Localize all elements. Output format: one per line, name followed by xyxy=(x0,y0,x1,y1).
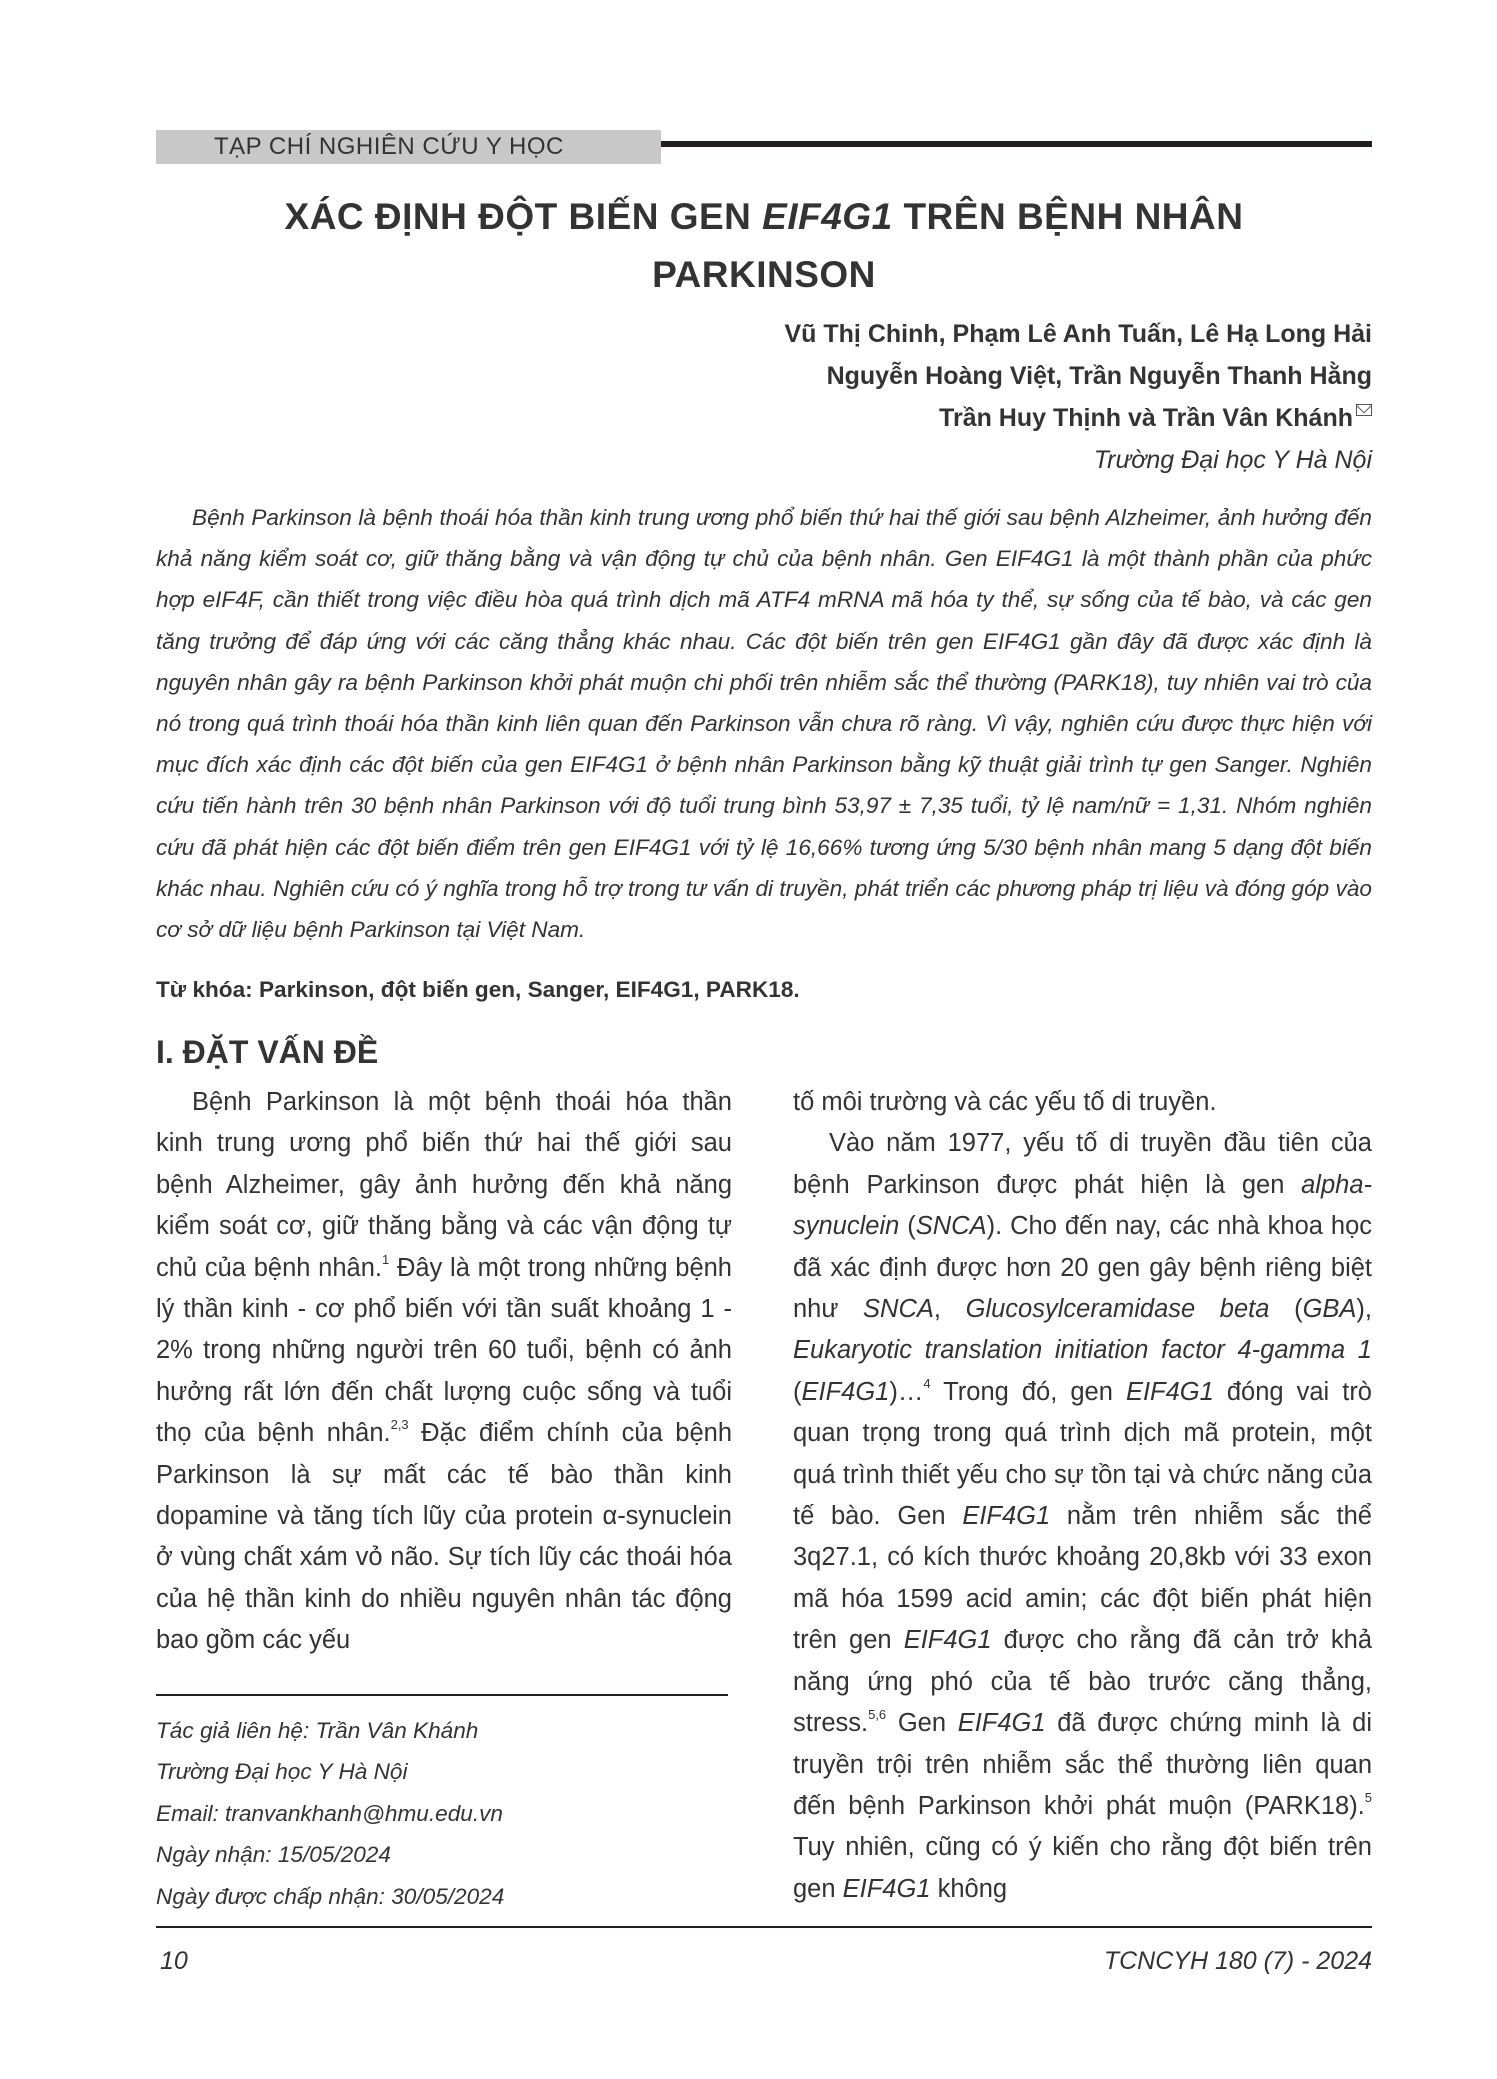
ref-4: 4 xyxy=(923,1375,931,1391)
author-line-3-text: Trần Huy Thịnh và Trần Vân Khánh xyxy=(939,404,1353,432)
rt-n: đã được chứng minh là di truyền trội trên nhiễm sắc thể thường liên quan đến bệnh Parkinson khởi phát muộn (PARK18). xyxy=(793,1709,1372,1820)
left-text-b: Đây là một trong những bệnh lý thần kinh - cơ phổ biến với tần suất khoảng 1 - 2% trong những người trên 60 tuổi, bệnh có ảnh hưởng rất lớn đến chất lượng cuộc sống và tuổi thọ của bệnh nhân. xyxy=(156,1253,732,1448)
rt-eif5: EIF4G1 xyxy=(957,1709,1046,1738)
footnote-accepted: Ngày được chấp nhận: 30/05/2024 xyxy=(156,1883,505,1909)
rt-a: Vào năm 1977, yếu tố di truyền đầu tiên của bệnh Parkinson được phát hiện là gen xyxy=(793,1129,1372,1199)
author-line-2: Nguyễn Hoàng Việt, Trần Nguyễn Thanh Hằng xyxy=(826,362,1372,390)
rt-e: ( xyxy=(1269,1295,1303,1324)
article-title xyxy=(156,188,1372,304)
rt-m: Gen xyxy=(886,1709,958,1738)
footer-rule xyxy=(156,1926,1372,1928)
author-affiliation: Trường Đại học Y Hà Nội xyxy=(1093,446,1372,474)
rt-j: đóng vai trò quan trọng trong quá trình dịch mã protein, một quá trình thiết yếu cho sự tồn tại và chức năng của tế bào. Gen xyxy=(793,1377,1372,1531)
rt-gba: GBA xyxy=(1302,1295,1357,1324)
rt-p: không xyxy=(930,1874,1008,1903)
rt-b: ( xyxy=(899,1212,916,1241)
left-column xyxy=(156,1082,732,1662)
left-text-c: Đặc điểm chính của bệnh Parkinson là sự mất các tế bào thần kinh dopamine và tăng tích lũy của protein α-synuclein ở vùng chất xám vỏ não. Sự tích lũy các thoái hóa của hệ thần kinh do nhiều nguyên nhân tác động bao gồm các yếu xyxy=(156,1419,732,1655)
footnote-received: Ngày nhận: 15/05/2024 xyxy=(156,1842,391,1868)
footnote-email: Email: tranvankhanh@hmu.edu.vn xyxy=(156,1800,503,1826)
rt-snca: SNCA xyxy=(915,1212,987,1241)
footnotes xyxy=(156,1710,504,1917)
footnote-author: Tác giả liên hệ: Trần Vân Khánh xyxy=(156,1718,479,1743)
rt-c: ). Cho đến nay, các nhà khoa học đã xác định được hơn 20 gen gây bệnh riêng biệt như xyxy=(793,1212,1373,1324)
ref-1: 1 xyxy=(381,1251,390,1267)
rt-eukary: Eukaryotic translation initiation factor 4-gamma 1 xyxy=(793,1336,1372,1365)
rt-eif6: EIF4G1 xyxy=(842,1874,931,1903)
rt-l: được cho rằng đã cản trở khả năng ứng phó của tế bào trước căng thẳng, stress. xyxy=(793,1626,1373,1738)
footnote-affiliation: Trường Đại học Y Hà Nội xyxy=(156,1759,408,1785)
rt-eif1: EIF4G1 xyxy=(801,1377,890,1406)
rt-f: ), xyxy=(1356,1295,1372,1324)
rt-eif4: EIF4G1 xyxy=(903,1626,992,1655)
rt-eif3: EIF4G1 xyxy=(962,1502,1051,1531)
page-number: 10 xyxy=(160,1947,188,1975)
rt-alpha: alpha-synuclein xyxy=(793,1170,1372,1241)
ref-5: 5 xyxy=(1364,1789,1372,1805)
abstract: Bệnh Parkinson là bệnh thoái hóa thần kinh trung ương phổ biến thứ hai thế giới sau bệnh Alzheimer, ảnh hưởng đến khả năng kiểm soát cơ, giữ thăng bằng và vận động tự chủ của bệnh nhân. Gen EIF4G1 là một thành phần của phức hợp eIF4F, cần thiết trong việc điều hòa quá trình dịch mã ATF4 mRNA mã hóa ty thể, sự sống của tế bào, và các gen tăng trưởng để đáp ứng với các căng thẳng khác nhau. Các đột biến trên gen EIF4G1 gần đây đã được xác định là nguyên nhân gây ra bệnh Parkinson khởi phát muộn chi phối trên nhiễm sắc thể thường (PARK18), tuy nhiên vai trò của nó trong quá trình thoái hóa thần kinh liên quan đến Parkinson vẫn chưa rõ ràng. Vì vậy, nghiên cứu được thực hiện với mục đích xác định các đột biến của gen EIF4G1 ở bệnh nhân Parkinson bằng kỹ thuật giải trình tự gen Sanger. Nghiên cứu tiến hành trên 30 bệnh nhân Parkinson với độ tuổi trung bình 53,97 ± 7,35 tuổi, tỷ lệ nam/nữ = 1,31. Nhóm nghiên cứu đã phát hiện các đột biến điểm trên gen EIF4G1 với tỷ lệ 16,66% tương ứng 5/30 bệnh nhân mang 5 dạng đột biến khác nhau. Nghiên cứu có ý nghĩa trong hỗ trợ trong tư vấn di truyền, phát triển các phương pháp trị liệu và đóng góp vào cơ sở dữ liệu bệnh Parkinson tại Việt Nam. xyxy=(156,505,1372,943)
keywords: Từ khóa: Parkinson, đột biến gen, Sanger, EIF4G1, PARK18. xyxy=(156,977,800,1002)
author-line-3 xyxy=(785,397,1373,439)
journal-name: TẠP CHÍ NGHIÊN CỨU Y HỌC xyxy=(214,133,564,160)
left-text-a: Bệnh Parkinson là một bệnh thoái hóa thần kinh trung ương phổ biến thứ hai thế giới sau bệnh Alzheimer, gây ảnh hưởng đến khả năng kiểm soát cơ, giữ thăng bằng và các vận động tự chủ của bệnh nhân. xyxy=(156,1088,732,1282)
title-line2: PARKINSON xyxy=(652,254,876,295)
rt-i: Trong đó, gen xyxy=(930,1377,1126,1406)
rt-snca2: SNCA xyxy=(863,1295,934,1324)
rt-k: nằm trên nhiễm sắc thể 3q27.1, có kích thước khoảng 20,8kb với 33 exon mã hóa 1599 acid amin; các đột biến phát hiện trên gen xyxy=(793,1502,1372,1655)
rt-o: Tuy nhiên, cũng có ý kiến cho rằng đột biến trên gen xyxy=(793,1833,1372,1903)
envelope-icon xyxy=(1356,404,1372,416)
title-part2: TRÊN BỆNH NHÂN xyxy=(892,196,1244,237)
rt-eif2: EIF4G1 xyxy=(1125,1377,1214,1406)
author-block xyxy=(785,313,1373,481)
left-paragraph xyxy=(156,1082,732,1662)
right-column xyxy=(793,1082,1372,1910)
header-rule xyxy=(661,141,1372,147)
rt-h: )… xyxy=(889,1377,924,1406)
journal-reference: TCNCYH 180 (7) - 2024 xyxy=(1103,1947,1372,1975)
rt-g: ( xyxy=(793,1377,802,1406)
section-title: I. ĐẶT VẤN ĐỀ xyxy=(156,1034,379,1070)
rt-gluco: Glucosylceramidase beta xyxy=(965,1295,1270,1324)
footnote-rule xyxy=(156,1694,728,1696)
right-paragraph-1 xyxy=(793,1123,1372,1910)
right-paragraph-0: tố môi trường và các yếu tố di truyền. xyxy=(793,1088,1217,1116)
author-line-1: Vũ Thị Chinh, Phạm Lê Anh Tuấn, Lê Hạ Long Hải xyxy=(784,320,1372,348)
title-gene: EIF4G1 xyxy=(762,196,893,237)
ref-5-6: 5,6 xyxy=(868,1707,887,1723)
ref-2-3: 2,3 xyxy=(390,1417,409,1433)
title-part1: XÁC ĐỊNH ĐỘT BIẾN GEN xyxy=(284,196,763,237)
rt-d: , xyxy=(933,1295,966,1324)
